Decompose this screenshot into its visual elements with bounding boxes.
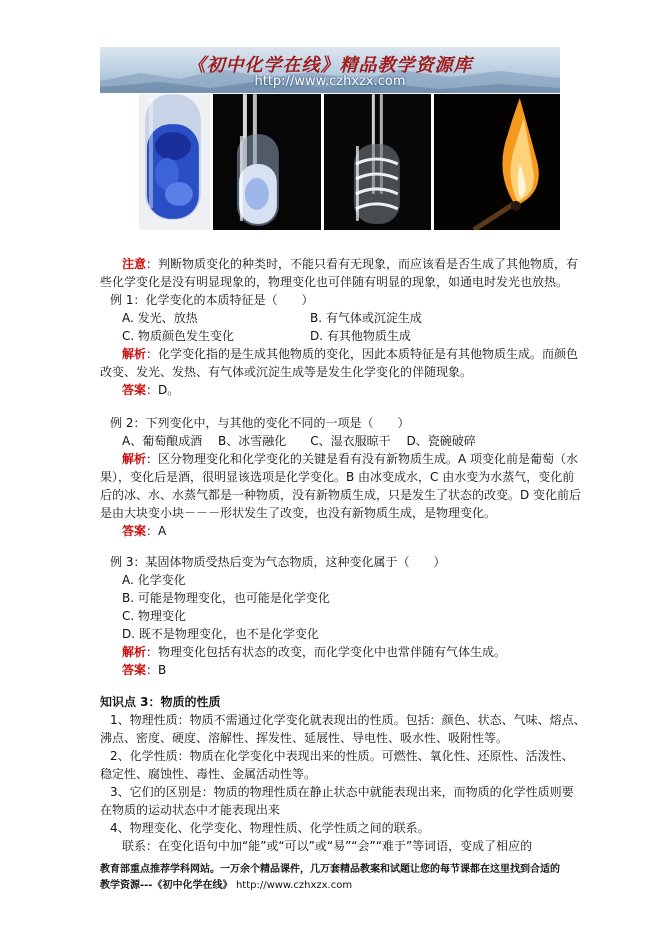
header-banner xyxy=(100,47,560,93)
section-title: 知识点 3：物质的性质 xyxy=(100,695,221,709)
note-paragraph-line1 xyxy=(100,255,579,273)
ex3-analysis-text: ：物理变化包括有状态的改变，而化学变化中也常伴随有气体生成。 xyxy=(146,645,507,659)
ex1-answer-value: ：D。 xyxy=(146,383,180,397)
ex1-question: 例 1：化学变化的本质特征是（ ） xyxy=(110,293,314,307)
ex1-analysis-label: 解析 xyxy=(122,347,147,361)
footer-line1: 教育部重点推荐学科网站。一万余个精品课件，几万套精品教案和试题让您的每节课都在这里找到合适的 xyxy=(100,864,560,875)
test-tube-in-water-icon xyxy=(213,94,321,230)
ex2-answer-label: 答案 xyxy=(122,524,147,538)
ex1-answer xyxy=(100,381,564,399)
ex1-analysis-line2: 改变、发光、发热、有气体或沉淀生成等是发生化学变化的伴随现象。 xyxy=(100,365,473,379)
test-tube-blue-precipitate-icon xyxy=(139,94,210,230)
ex3-answer-value: ：B xyxy=(146,663,167,677)
section-p3-line1: 3、它们的区别是：物质的物理性质在静止状态中就能表现出来，而物质的化学性质则要 xyxy=(110,785,574,799)
section-p3-line2: 在物质的运动状态中才能表现出来 xyxy=(100,803,281,817)
section-p5: 联系：在变化语句中加“能”或“可以”或“易”“会”“难于”等词语，变成了相应的 xyxy=(122,839,533,853)
ex3-option-c: C. 物理变化 xyxy=(122,609,187,623)
experiment-photos xyxy=(139,94,560,230)
ex2-options: A、葡萄酿成酒 B、冰雪融化 C、湿衣服晾干 D、瓷碗破碎 xyxy=(122,434,476,448)
footer-url[interactable]: http://www.czhxzx.com xyxy=(235,880,353,891)
ex3-answer xyxy=(100,661,564,679)
section-p2-line1: 2、化学性质：物质在化学变化中表现出来的性质。可燃性、氧化性、还原性、活泼性、 xyxy=(110,749,574,763)
test-tube-condensation-icon xyxy=(324,94,432,230)
ex2-analysis-text: ：区分物理变化和化学变化的关键是看有没有新物质生成。A 项变化前是葡萄（水 xyxy=(146,452,579,466)
burning-match-icon xyxy=(434,94,560,230)
ex2-analysis-line2: 果），变化后是酒，很明显该选项是化学变化。B 由冰变成水，C 由水变为水蒸气，变化前 xyxy=(100,470,575,484)
ex1-analysis-line1 xyxy=(100,345,579,363)
ex2-answer-value: ：A xyxy=(146,524,167,538)
ex1-option-d: D. 有其他物质生成 xyxy=(310,329,411,343)
ex3-analysis-line1 xyxy=(100,643,564,661)
note-text: ：判断物质变化的种类时，不能只看有无现象，而应该看是否生成了其他物质，有 xyxy=(146,257,579,271)
section-p2-line2: 稳定性、腐蚀性、毒性、金属活动性等。 xyxy=(100,767,317,781)
ex2-analysis-line4: 是由大块变小块－－－形状发生了改变，也没有新物质生成，是物理变化。 xyxy=(100,506,497,520)
banner-url[interactable]: http://www.czhxzx.com xyxy=(254,74,406,89)
footer-site-name: 教学资源---《初中化学在线》 xyxy=(100,880,233,891)
ex1-option-b: B. 有气体或沉淀生成 xyxy=(310,311,422,325)
ex3-answer-label: 答案 xyxy=(122,663,147,677)
section-p1-line2: 沸点、密度、硬度、溶解性、挥发性、延展性、导电性、吸水性、吸附性等。 xyxy=(100,731,509,745)
banner-title: 《初中化学在线》精品教学资源库 xyxy=(187,55,473,76)
note-paragraph-line2: 些化学变化是没有明显现象的，物理变化也可伴随有明显的现象，如通电时发光也放热。 xyxy=(100,275,569,289)
ex3-analysis-label: 解析 xyxy=(122,645,147,659)
ex3-option-a: A. 化学变化 xyxy=(122,573,186,587)
ex3-question: 例 3：某固体物质受热后变为气态物质，这种变化属于（ ） xyxy=(110,555,446,569)
section-p1-line1: 1、物理性质：物质不需通过化学变化就表现出的性质。包括：颜色、状态、气味、熔点、 xyxy=(110,713,586,727)
ex2-question: 例 2：下列变化中，与其他的变化不同的一项是（ ） xyxy=(110,416,410,430)
ex3-option-d: D. 既不是物理变化，也不是化学变化 xyxy=(122,627,319,641)
ex1-option-c: C. 物质颜色发生变化 xyxy=(122,329,235,343)
ex3-option-b: B. 可能是物理变化，也可能是化学变化 xyxy=(122,591,330,605)
ex1-answer-label: 答案 xyxy=(122,383,147,397)
footer-line2 xyxy=(100,878,564,893)
ex2-answer xyxy=(100,522,564,540)
ex1-analysis-text: ：化学变化指的是生成其他物质的变化，因此本质特征是有其他物质生成。而颜色 xyxy=(146,347,579,361)
ex2-analysis-label: 解析 xyxy=(122,452,147,466)
ex2-analysis-line3: 后的冰、水、水蒸气都是一种物质，没有新物质生成，只是发生了状态的改变。D 变化前后 xyxy=(100,488,582,502)
ex1-option-a: A. 发光、放热 xyxy=(122,311,198,325)
section-p4: 4、物理变化、化学变化、物理性质、化学性质之间的联系。 xyxy=(110,821,430,835)
ex2-analysis-line1 xyxy=(100,450,579,468)
note-label: 注意 xyxy=(122,257,147,271)
